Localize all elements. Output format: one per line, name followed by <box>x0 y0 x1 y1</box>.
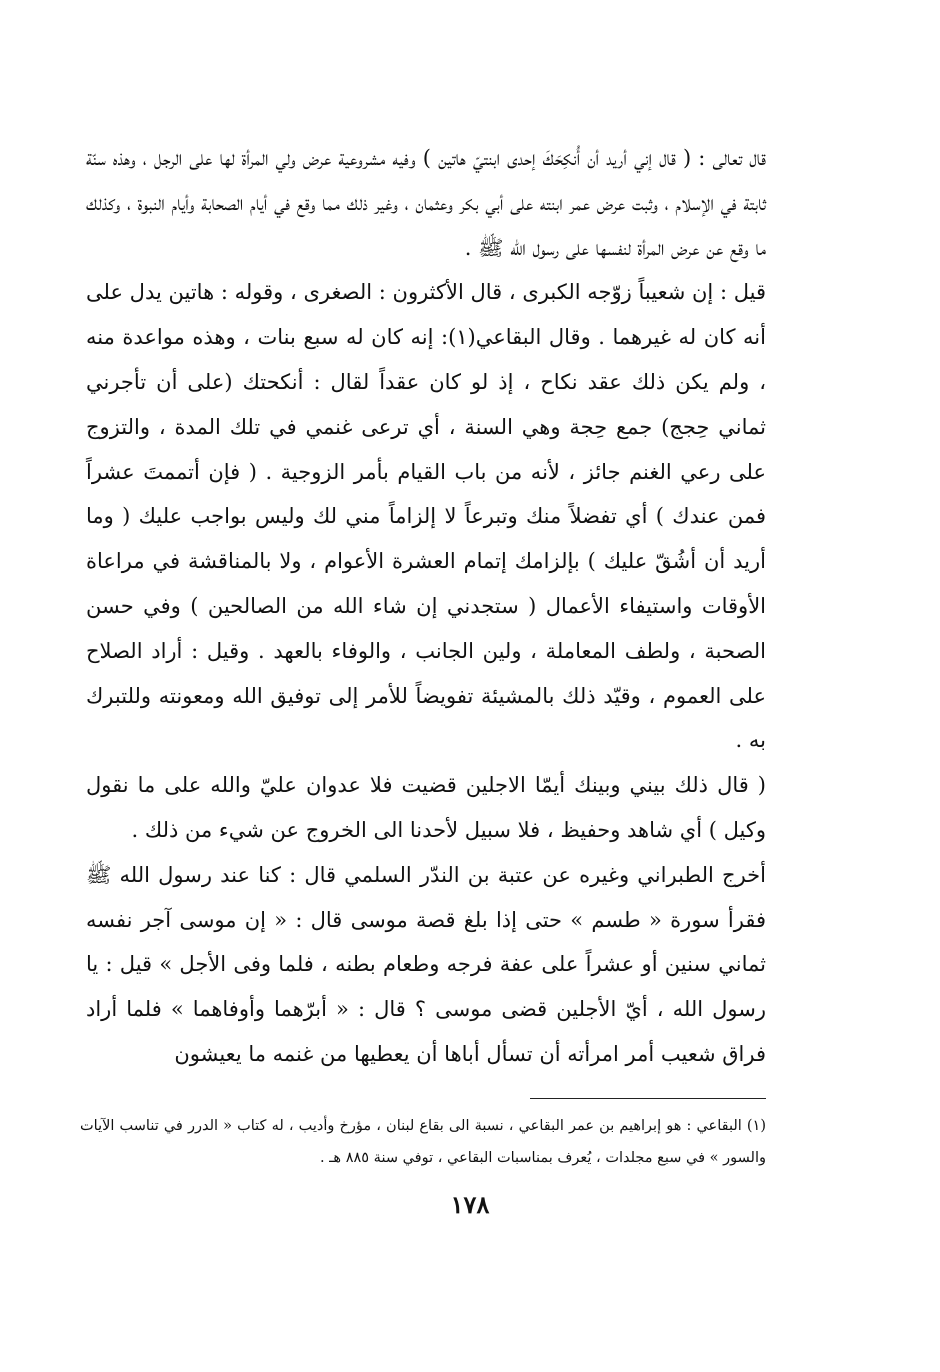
main-text <box>86 136 766 1077</box>
paragraph-3: ( قال ذلك بيني وبينك أيمّا الاجلين قضيت فلا عدوان عليّ والله على ما نقول وكيل ) أي شاهد وحفيظ ، فلا سبيل لأحدنا الى الخروج عن شيء من ذلك . <box>86 773 766 842</box>
page-number: ١٧٨ <box>450 1190 490 1219</box>
footnote-1: (١) البقاعي : هو إبراهيم بن عمر البقاعي ، نسبة الى بقاع لبنان ، مؤرخ وأديب ، له كتاب « الدرر في تناسب الآيات والسور » في سبع مجلدات ، يُعرف بمناسبات البقاعي ، توفي سنة ٨٨٥ هـ . <box>80 1118 766 1166</box>
footnotes <box>80 1110 766 1174</box>
paragraph-2: قيل : إن شعيباً زوّجه الكبرى ، قال الأكثرون : الصغرى ، وقوله : هاتين يدل على أنه كان له غيرهما . وقال البقاعي(١): إنه كان له سبع بنات ، وهذه مواعدة منه ، ولم يكن ذلك عقد نكاح ، إذ لو كان عقداً لقال : أنكحتك (على أن تأجرني ثماني حِجج) جمع حِجة وهي السنة ، أي ترعى غنمي في تلك المدة ، والتزوج على رعي الغنم جائز ، لأنه من باب القيام بأمر الزوجية . ( فإن أتممتَ عشراً فمن عندك ) أي تفضلاً منك وتبرعاً لا إلزاماً مني لك وليس بواجب عليك ( وما أريد أن أشُقّ عليك ) بإلزامك إتمام العشرة الأعوام ، ولا بالمناقشة في مراعاة الأوقات واستيفاء الأعمال ( ستجدني إن شاء الله من الصالحين ) وفي حسن الصحبة ، ولطف المعاملة ، ولين الجانب ، والوفاء بالعهد . وقيل : أراد الصلاح على العموم ، وقيّد ذلك بالمشيئة تفويضاً للأمر إلى توفيق الله ومعونته وللتبرك به . <box>86 280 766 753</box>
paragraph-1: قال تعالى : ( قال إني أريد أن أُنكِحَكَ إحدى ابنتيّ هاتين ) وفيه مشروعية عرض ولي المرأة لها على الرجل ، وهذه سنّة ثابتة في الإسلام ، وثبت عرض عمر ابنته على أبي بكر وعثمان ، وغير ذلك مما وقع في أيام الصحابة وأيام النبوة ، وكذلك ما وقع عن عرض المرأة لنفسها على رسول الله ﷺ . <box>86 146 766 260</box>
paragraph-4: أخرج الطبراني وغيره عن عتبة بن الندّر السلمي قال : كنا عند رسول الله ﷺ فقرأ سورة « طسم » حتى إذا بلغ قصة موسى قال : « إن موسى آجر نفسه ثماني سنين أو عشراً على عفة فرجه وطعام بطنه ، فلما وفى الأجل » قيل : يا رسول الله ، أيّ الأجلين قضى موسى ؟ قال : « أبرّهما وأوفاهما » فلما أراد فراق شعيب أمر امرأته أن تسأل أباها أن يعطيها من غنمه ما يعيشون <box>86 862 766 1066</box>
footnote-divider <box>530 1098 766 1099</box>
